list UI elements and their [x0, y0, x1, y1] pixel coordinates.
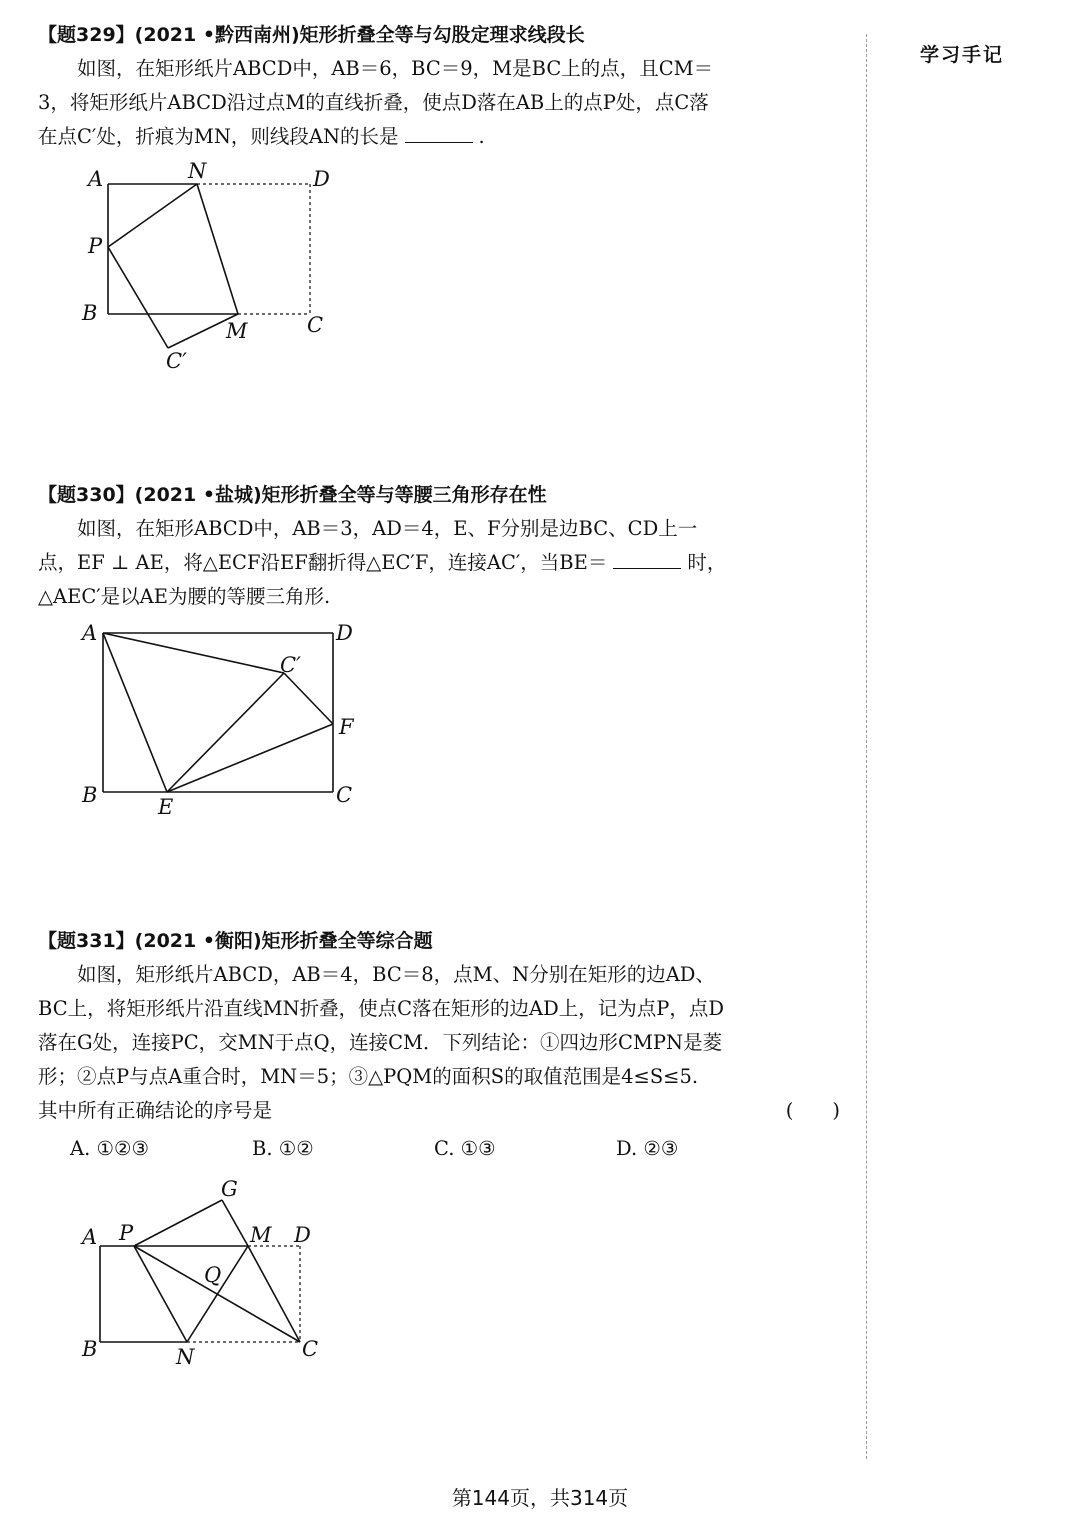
label-F: F: [339, 715, 354, 739]
segment-PN: [134, 1246, 187, 1342]
problem-line: 点，EF ⊥ AE，将△ECF沿EF翻折得△EC′F，连接AC′，当BE＝: [38, 551, 608, 574]
problem-line: 其中所有正确结论的序号是: [38, 1099, 273, 1122]
label-N: N: [176, 1345, 195, 1369]
problem-title: 【题331】(2021 •衡阳)矩形折叠全等综合题: [38, 930, 433, 952]
label-C-prime: C′: [280, 653, 301, 677]
label-D: D: [313, 167, 330, 191]
problem-line: 在点C′处，折痕为MN，则线段AN的长是: [38, 125, 399, 148]
label-E: E: [158, 795, 174, 819]
label-B: B: [82, 301, 98, 325]
problem-title: 【题329】(2021 •黔西南州)矩形折叠全等与勾股定理求线段长: [38, 24, 585, 46]
problem-line-after-blank: 时，: [687, 551, 727, 574]
label-P: P: [119, 1221, 134, 1245]
label-A: A: [88, 167, 104, 191]
label-D: D: [294, 1223, 311, 1247]
label-C: C: [336, 783, 353, 807]
problem-line: BC上，将矩形纸片沿直线MN折叠，使点C落在矩形的边AD上，记为点P，点D: [38, 997, 725, 1020]
label-B: B: [82, 783, 98, 807]
label-C: C: [302, 1337, 319, 1361]
label-P: P: [88, 234, 103, 258]
problem-line: 如图，在矩形纸片ABCD中，AB＝6，BC＝9，M是BC上的点，且CM＝: [77, 57, 714, 80]
option-d[interactable]: D. ②③: [616, 1137, 679, 1160]
label-C: C: [307, 313, 324, 337]
label-B: B: [82, 1337, 98, 1361]
problem-line: △AEC′是以AE为腰的等腰三角形.: [38, 585, 331, 608]
problem-line: 形；②点P与点A重合时，MN＝5；③△PQM的面积S的取值范围是4≤S≤5.: [38, 1065, 699, 1088]
segment-PG: [134, 1200, 222, 1246]
label-Q: Q: [204, 1263, 222, 1287]
problem-line: 如图，在矩形ABCD中，AB＝3，AD＝4，E、F分别是边BC、CD上一: [77, 517, 698, 540]
label-M: M: [250, 1223, 272, 1247]
page-footer: 第144页，共314页: [451, 1486, 629, 1510]
problem-title: 【题330】(2021 •盐城)矩形折叠全等与等腰三角形存在性: [38, 484, 547, 506]
label-A: A: [82, 1225, 98, 1249]
option-c[interactable]: C. ①③: [434, 1137, 496, 1160]
label-D: D: [336, 621, 353, 645]
label-G: G: [221, 1177, 238, 1201]
option-a[interactable]: A. ①②③: [70, 1137, 149, 1160]
option-b[interactable]: B. ①②: [252, 1137, 314, 1160]
problem-line-end: .: [478, 125, 485, 148]
segment-GM: [222, 1200, 248, 1246]
label-C-prime: C′: [166, 349, 187, 373]
sidebar-title: 学习手记: [920, 44, 1005, 66]
crease-MN: [187, 1246, 248, 1342]
label-A: A: [82, 621, 98, 645]
problem-line: 3，将矩形纸片ABCD沿过点M的直线折叠，使点D落在AB上的点P处，点C落: [38, 91, 709, 114]
label-N: N: [188, 159, 207, 183]
problem-line: 落在G处，连接PC，交MN于点Q，连接CM．下列结论：①四边形CMPN是菱: [38, 1031, 723, 1054]
answer-paren: ( ): [785, 1099, 840, 1122]
problem-line: 如图，矩形纸片ABCD，AB＝4，BC＝8，点M、N分别在矩形的边AD、: [77, 963, 715, 986]
label-M: M: [226, 319, 248, 343]
